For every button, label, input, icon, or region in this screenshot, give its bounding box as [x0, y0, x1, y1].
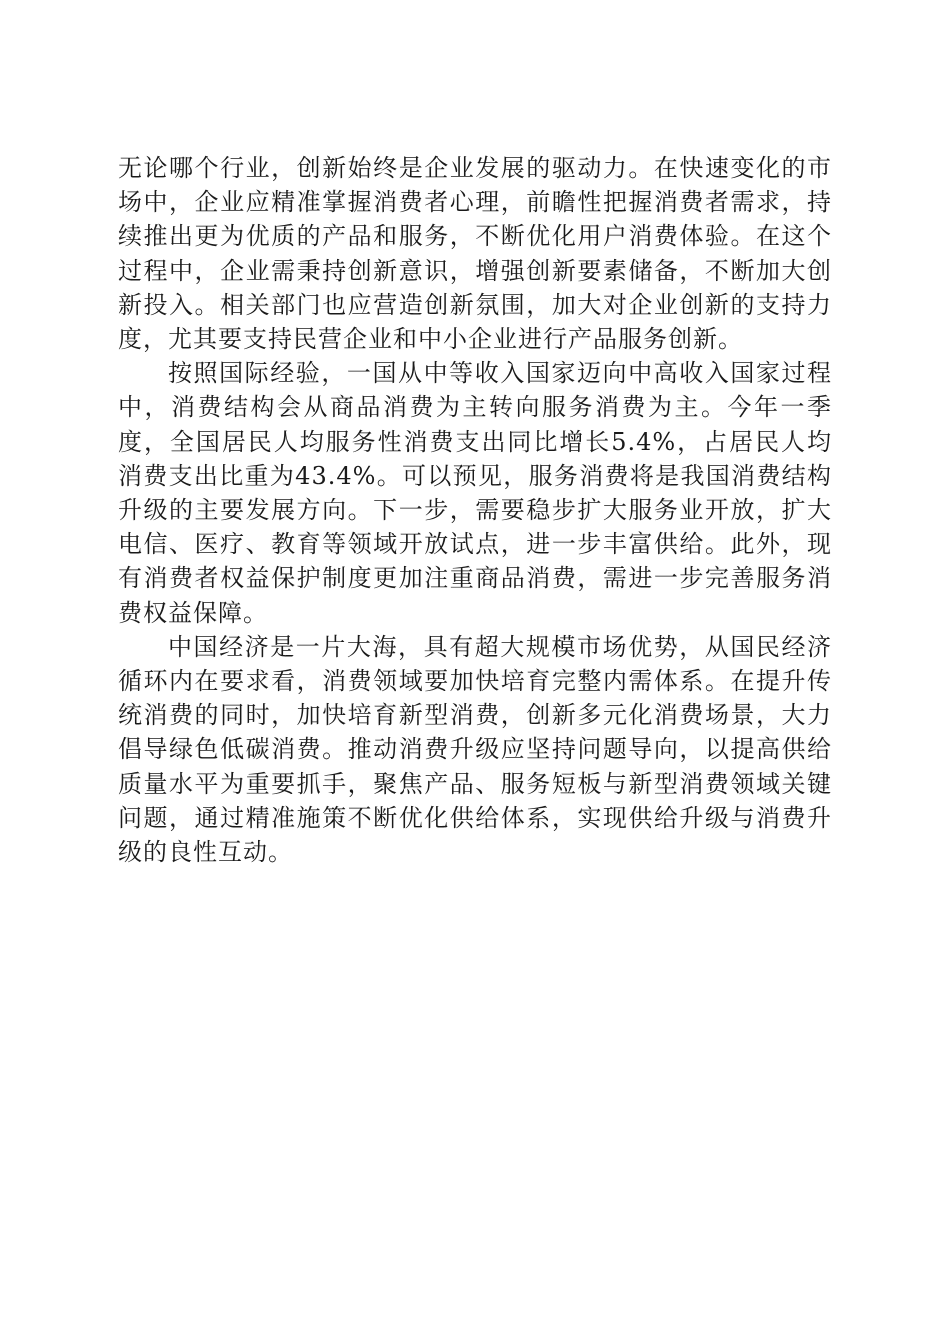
- paragraph-domestic-demand: 中国经济是一片大海，具有超大规模市场优势，从国民经济循环内在要求看，消费领域要加快培育完整内需体系。在提升传统消费的同时，加快培育新型消费，创新多元化消费场景，大力倡导绿色低碳消费。推动消费升级应坚持问题导向，以提高供给质量水平为重要抓手，聚焦产品、服务短板与新型消费领域关键问题，通过精准施策不断优化供给体系，实现供给升级与消费升级的良性互动。: [118, 632, 832, 867]
- paragraph-service-consumption: 按照国际经验，一国从中等收入国家迈向中高收入国家过程中，消费结构会从商品消费为主转向服务消费为主。今年一季度，全国居民人均服务性消费支出同比增长5.4%，占居民人均消费支出比重为43.4%。可以预见，服务消费将是我国消费结构升级的主要发展方向。下一步，需要稳步扩大服务业开放，扩大电信、医疗、教育等领域开放试点，进一步丰富供给。此外，现有消费者权益保护制度更加注重商品消费，需进一步完善服务消费权益保障。: [118, 359, 832, 627]
- document-body: [118, 151, 832, 869]
- paragraph-innovation: 无论哪个行业，创新始终是企业发展的驱动力。在快速变化的市场中，企业应精准掌握消费者心理，前瞻性把握消费者需求，持续推出更为优质的产品和服务，不断优化用户消费体验。在这个过程中，企业需秉持创新意识，增强创新要素储备，不断加大创新投入。相关部门也应营造创新氛围，加大对企业创新的支持力度，尤其要支持民营企业和中小企业进行产品服务创新。: [118, 154, 832, 354]
